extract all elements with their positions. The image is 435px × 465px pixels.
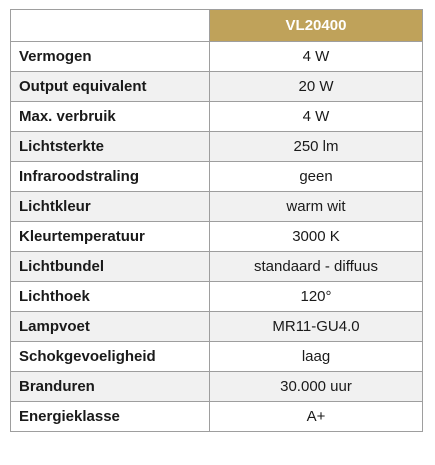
- spec-value: A+: [210, 402, 423, 432]
- spec-label: Lichtsterkte: [11, 132, 210, 162]
- table-row: [11, 372, 423, 402]
- spec-value: 4 W: [210, 102, 423, 132]
- spec-label: Vermogen: [11, 42, 210, 72]
- table-row: [11, 222, 423, 252]
- table-row: [11, 192, 423, 222]
- table-row: [11, 282, 423, 312]
- table-row: [11, 102, 423, 132]
- table-row: [11, 72, 423, 102]
- spec-value: 3000 K: [210, 222, 423, 252]
- table-row: [11, 42, 423, 72]
- spec-label: Max. verbruik: [11, 102, 210, 132]
- spec-value: 250 lm: [210, 132, 423, 162]
- spec-label: Energieklasse: [11, 402, 210, 432]
- spec-value: 4 W: [210, 42, 423, 72]
- spec-value: 120°: [210, 282, 423, 312]
- table-row: [11, 252, 423, 282]
- spec-value: 20 W: [210, 72, 423, 102]
- product-header: VL20400: [210, 10, 423, 42]
- table-row: [11, 342, 423, 372]
- spec-label: Lichtkleur: [11, 192, 210, 222]
- header-label-cell: [11, 10, 210, 42]
- table-row: [11, 132, 423, 162]
- table-row: [11, 312, 423, 342]
- spec-table: [10, 9, 423, 432]
- spec-value: 30.000 uur: [210, 372, 423, 402]
- spec-label: Lichtbundel: [11, 252, 210, 282]
- spec-label: Kleurtemperatuur: [11, 222, 210, 252]
- spec-value: MR11-GU4.0: [210, 312, 423, 342]
- spec-value: geen: [210, 162, 423, 192]
- spec-label: Schokgevoeligheid: [11, 342, 210, 372]
- spec-value: standaard - diffuus: [210, 252, 423, 282]
- spec-label: Lampvoet: [11, 312, 210, 342]
- table-row: [11, 162, 423, 192]
- spec-value: laag: [210, 342, 423, 372]
- spec-label: Output equivalent: [11, 72, 210, 102]
- spec-label: Branduren: [11, 372, 210, 402]
- header-row: [11, 10, 423, 42]
- spec-label: Lichthoek: [11, 282, 210, 312]
- spec-label: Infraroodstraling: [11, 162, 210, 192]
- table-row: [11, 402, 423, 432]
- spec-value: warm wit: [210, 192, 423, 222]
